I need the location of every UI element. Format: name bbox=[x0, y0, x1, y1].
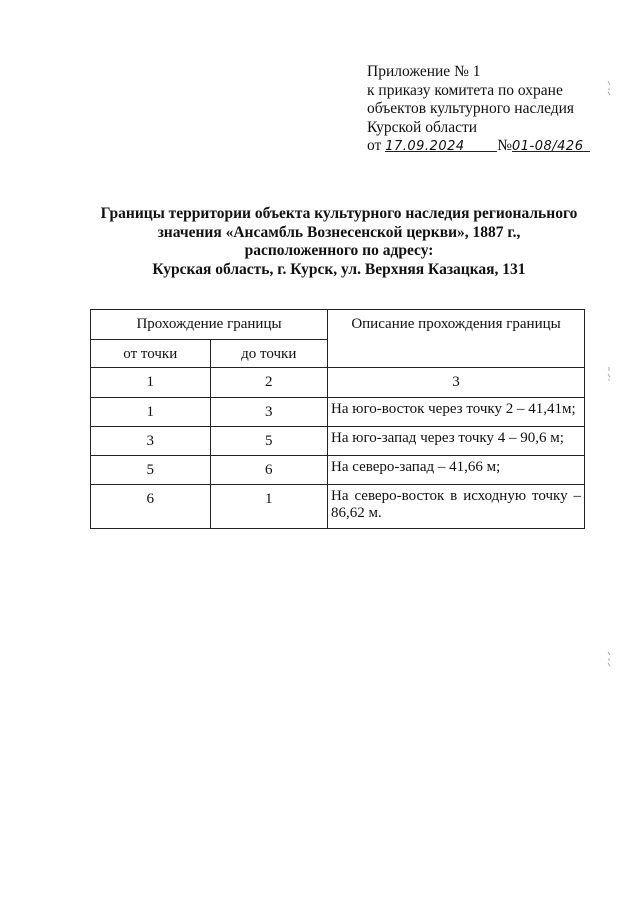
from-point-cell: 1 bbox=[91, 398, 211, 427]
from-point-cell: 5 bbox=[91, 456, 211, 485]
document-title bbox=[0, 205, 640, 280]
description-cell: На северо-восток в исходную точку – 86,62 м. bbox=[328, 485, 585, 529]
scan-margin-mark-graphic bbox=[606, 366, 612, 382]
appendix-order-ref: к приказу комитета по охране bbox=[367, 81, 563, 99]
appendix-block bbox=[367, 63, 590, 156]
title-line-1: Границы территории объекта культурного наследия регионального bbox=[100, 205, 578, 222]
order-number: 01-08/426 bbox=[512, 139, 584, 154]
table-row bbox=[91, 427, 585, 456]
title-line-3: расположенного по адресу: bbox=[244, 242, 434, 260]
scan-margin-mark bbox=[606, 80, 612, 98]
order-date: 17.09.2024 bbox=[385, 139, 465, 154]
scan-margin-mark bbox=[606, 366, 612, 384]
title-line-2: значения «Ансамбль Вознесенской церкви», 1887 г., bbox=[157, 223, 521, 241]
from-point-cell: 6 bbox=[91, 485, 211, 529]
title-line-4: Курская область, г. Курск, ул. Верхняя Казацкая, 131 bbox=[152, 261, 526, 279]
appendix-title: Приложение № 1 bbox=[367, 63, 481, 80]
table-row bbox=[91, 398, 585, 427]
to-point-cell: 5 bbox=[210, 427, 328, 456]
table-numbering-row bbox=[91, 368, 585, 398]
scan-margin-mark-graphic bbox=[606, 80, 612, 96]
scan-margin-mark-graphic bbox=[606, 651, 612, 667]
header-from-point: от точки bbox=[91, 340, 211, 368]
order-from-label: от bbox=[367, 137, 382, 154]
appendix-committee: объектов культурного наследия bbox=[367, 100, 575, 117]
numbering-cell: 1 bbox=[91, 368, 211, 398]
order-number-label: № bbox=[497, 137, 512, 154]
appendix-region: Курской области bbox=[367, 118, 478, 136]
order-date-number bbox=[367, 137, 590, 156]
to-point-cell: 1 bbox=[210, 485, 328, 529]
to-point-cell: 3 bbox=[210, 398, 328, 427]
header-description: Описание прохождения границы bbox=[328, 310, 585, 368]
order-number-field bbox=[512, 137, 590, 152]
scan-margin-mark bbox=[606, 651, 612, 669]
boundary-table bbox=[90, 309, 585, 529]
numbering-cell: 2 bbox=[210, 368, 328, 398]
description-cell: На юго-запад через точку 4 – 90,6 м; bbox=[328, 427, 585, 456]
numbering-cell: 3 bbox=[328, 368, 585, 398]
to-point-cell: 6 bbox=[210, 456, 328, 485]
header-boundary-passage: Прохождение границы bbox=[91, 310, 328, 340]
description-cell: На северо-запад – 41,66 м; bbox=[328, 456, 585, 485]
order-date-field bbox=[385, 137, 497, 152]
description-cell: На юго-восток через точку 2 – 41,41м; bbox=[328, 398, 585, 427]
table-row bbox=[91, 456, 585, 485]
table-row bbox=[91, 485, 585, 529]
table-header-row bbox=[91, 310, 585, 340]
from-point-cell: 3 bbox=[91, 427, 211, 456]
header-to-point: до точки bbox=[210, 340, 328, 368]
